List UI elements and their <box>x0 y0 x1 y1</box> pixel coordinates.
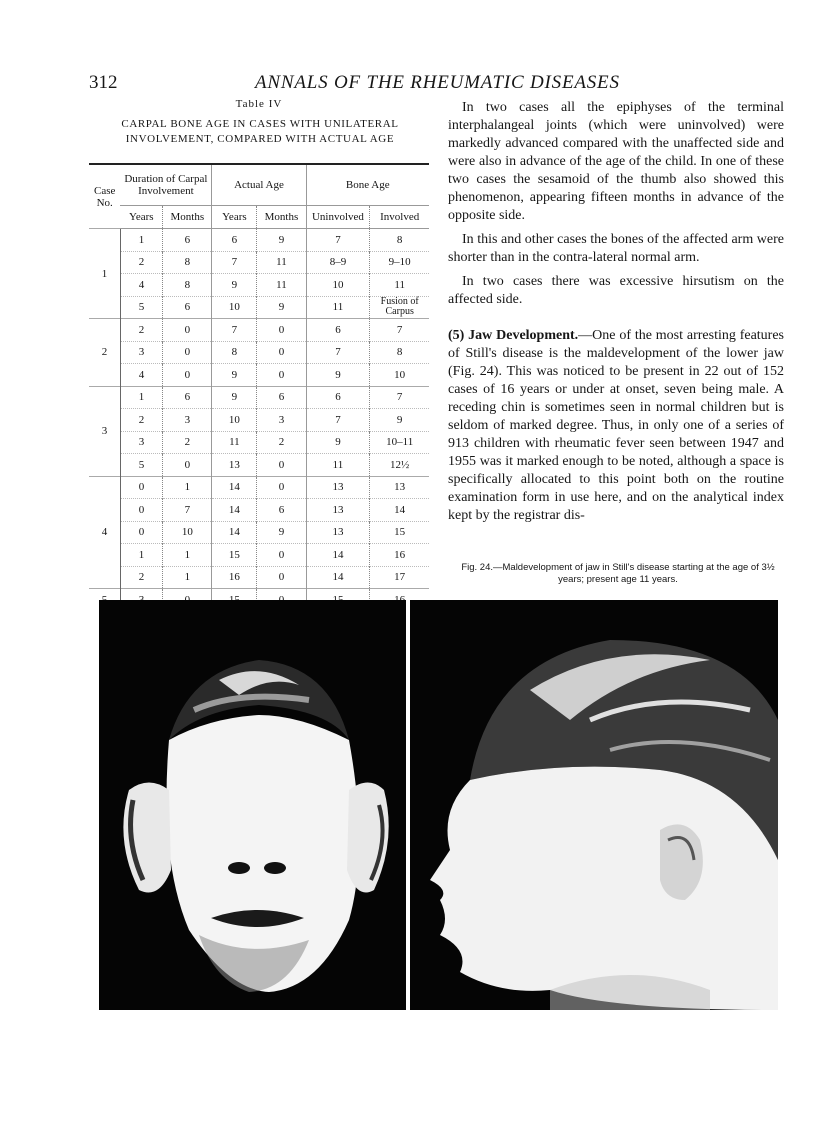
bone-age-involved: 10–11 <box>370 431 429 454</box>
bone-age-uninvolved: 11 <box>306 296 370 319</box>
table-row <box>89 499 429 522</box>
duration-years: 1 <box>120 544 162 567</box>
bone-age-involved: 10 <box>370 364 429 387</box>
table-row <box>89 319 429 342</box>
actual-months: 6 <box>257 499 306 522</box>
header-actual-years: Years <box>212 206 257 229</box>
bone-age-involved: Fusion of Carpus <box>370 296 429 319</box>
table-row <box>89 544 429 567</box>
actual-years: 10 <box>212 296 257 319</box>
duration-years: 2 <box>120 409 162 432</box>
duration-years: 4 <box>120 364 162 387</box>
bone-age-involved: 8 <box>370 229 429 252</box>
header-involved: Involved <box>370 206 429 229</box>
bone-age-involved: 16 <box>370 544 429 567</box>
figure-caption: Fig. 24.—Maldevelopment of jaw in Still's disease starting at the age of 3½ years; present age 11 years. <box>461 562 775 585</box>
duration-years: 2 <box>120 319 162 342</box>
table-row <box>89 274 429 297</box>
journal-title: ANNALS OF THE RHEUMATIC DISEASES <box>255 72 620 93</box>
header-duration-months: Months <box>163 206 212 229</box>
actual-years: 15 <box>212 544 257 567</box>
actual-years: 9 <box>212 386 257 409</box>
header-actual-months: Months <box>257 206 306 229</box>
duration-months: 2 <box>163 431 212 454</box>
table-row <box>89 521 429 544</box>
table-row <box>89 476 429 499</box>
case-number: 3 <box>89 386 120 476</box>
bone-age-uninvolved: 8–9 <box>306 251 370 274</box>
bone-age-uninvolved: 11 <box>306 454 370 477</box>
duration-years: 5 <box>120 296 162 319</box>
bone-age-involved: 7 <box>370 319 429 342</box>
duration-months: 6 <box>163 296 212 319</box>
actual-months: 0 <box>257 454 306 477</box>
table-caption: CARPAL BONE AGE IN CASES WITH UNILATERAL INVOLVEMENT, COMPARED WITH ACTUAL AGE <box>121 118 399 145</box>
bone-age-involved: 9–10 <box>370 251 429 274</box>
header-uninvolved: Uninvolved <box>306 206 370 229</box>
body-text <box>448 99 784 531</box>
table-row <box>89 409 429 432</box>
header-duration: Duration of Carpal Involvement <box>120 164 212 206</box>
table-row <box>89 431 429 454</box>
actual-months: 6 <box>257 386 306 409</box>
actual-months: 11 <box>257 251 306 274</box>
case-number: 2 <box>89 319 120 387</box>
duration-years: 3 <box>120 341 162 364</box>
duration-years: 5 <box>120 454 162 477</box>
duration-months: 0 <box>163 364 212 387</box>
header-case-no: Case No. <box>93 184 116 209</box>
duration-months: 6 <box>163 386 212 409</box>
bone-age-involved: 15 <box>370 521 429 544</box>
actual-years: 16 <box>212 566 257 589</box>
actual-months: 0 <box>257 364 306 387</box>
duration-months: 8 <box>163 274 212 297</box>
table-row <box>89 251 429 274</box>
actual-years: 14 <box>212 521 257 544</box>
bone-age-involved: 8 <box>370 341 429 364</box>
actual-months: 0 <box>257 341 306 364</box>
photo-profile-view <box>410 600 778 1010</box>
bone-age-uninvolved: 10 <box>306 274 370 297</box>
duration-months: 3 <box>163 409 212 432</box>
header-duration-years: Years <box>120 206 162 229</box>
bone-age-involved: 9 <box>370 409 429 432</box>
paragraph: In two cases there was excessive hirsutism on the affected side. <box>448 274 784 307</box>
actual-years: 13 <box>212 454 257 477</box>
table-body <box>89 229 429 611</box>
bone-age-uninvolved: 14 <box>306 566 370 589</box>
paragraph: In two cases all the epiphyses of the terminal interphalangeal joints (which were uninvolved) were markedly advanced compared with the unaffected side and were also in advance of the age of the child. In one of these two cases the sesamoid of the thumb also showed this phenomenon, appearing fifteen months in advance of the opposite side. <box>448 100 784 223</box>
actual-months: 2 <box>257 431 306 454</box>
bone-age-involved: 7 <box>370 386 429 409</box>
actual-years: 14 <box>212 499 257 522</box>
actual-months: 11 <box>257 274 306 297</box>
duration-months: 0 <box>163 454 212 477</box>
bone-age-uninvolved: 6 <box>306 386 370 409</box>
table-label: Table IV <box>235 98 283 110</box>
jaw-development-paragraph <box>448 327 784 525</box>
actual-months: 3 <box>257 409 306 432</box>
duration-months: 1 <box>163 476 212 499</box>
case-number: 1 <box>89 229 120 319</box>
bone-age-uninvolved: 14 <box>306 544 370 567</box>
section-text: —One of the most arresting features of Still's disease is the maldevelopment of the lower jaw (Fig. 24). This was noticed to be present in 22 out of 152 cases of 16 years or under at onset, seven being male. A receding chin is sometimes seen in normal children but is seldom of marked degree. Thus, in only one of a series of 913 children with rheumatic fever seen between 1947 and 1955 was it marked enough to be noted, although a space is specifically allocated to this point both on the routine examination form in use here, and on the analytical index kept by the registrar dis- <box>448 328 784 523</box>
actual-years: 14 <box>212 476 257 499</box>
bone-age-involved: 11 <box>370 274 429 297</box>
bone-age-uninvolved: 6 <box>306 319 370 342</box>
bone-age-involved: 12½ <box>370 454 429 477</box>
actual-months: 9 <box>257 229 306 252</box>
actual-months: 9 <box>257 296 306 319</box>
duration-years: 1 <box>120 229 162 252</box>
actual-months: 9 <box>257 521 306 544</box>
bone-age-involved: 13 <box>370 476 429 499</box>
actual-years: 11 <box>212 431 257 454</box>
duration-months: 6 <box>163 229 212 252</box>
table-row <box>89 454 429 477</box>
table-row <box>89 364 429 387</box>
duration-months: 10 <box>163 521 212 544</box>
actual-years: 6 <box>212 229 257 252</box>
table-row <box>89 296 429 319</box>
duration-years: 4 <box>120 274 162 297</box>
actual-months: 0 <box>257 544 306 567</box>
table-row <box>89 341 429 364</box>
actual-years: 9 <box>212 364 257 387</box>
duration-months: 0 <box>163 341 212 364</box>
duration-years: 0 <box>120 476 162 499</box>
photo-front-view <box>99 600 406 1010</box>
bone-age-uninvolved: 7 <box>306 229 370 252</box>
duration-months: 7 <box>163 499 212 522</box>
page-number: 312 <box>89 72 118 93</box>
bone-age-uninvolved: 13 <box>306 499 370 522</box>
bone-age-uninvolved: 7 <box>306 409 370 432</box>
table-row <box>89 386 429 409</box>
bone-age-uninvolved: 9 <box>306 431 370 454</box>
case-number: 4 <box>89 476 120 589</box>
section-heading: (5) Jaw Development. <box>448 328 579 343</box>
duration-years: 0 <box>120 499 162 522</box>
duration-months: 0 <box>163 319 212 342</box>
header-actual-age: Actual Age <box>212 164 306 206</box>
bone-age-uninvolved: 7 <box>306 341 370 364</box>
duration-years: 0 <box>120 521 162 544</box>
header-bone-age: Bone Age <box>345 179 390 191</box>
actual-months: 0 <box>257 476 306 499</box>
duration-months: 8 <box>163 251 212 274</box>
actual-years: 7 <box>212 251 257 274</box>
paragraph: In this and other cases the bones of the affected arm were shorter than in the contra-lateral normal arm. <box>448 232 784 265</box>
actual-months: 0 <box>257 566 306 589</box>
duration-years: 1 <box>120 386 162 409</box>
bone-age-uninvolved: 13 <box>306 521 370 544</box>
duration-years: 2 <box>120 251 162 274</box>
actual-years: 7 <box>212 319 257 342</box>
duration-months: 1 <box>163 544 212 567</box>
table-row <box>89 566 429 589</box>
actual-years: 9 <box>212 274 257 297</box>
duration-months: 1 <box>163 566 212 589</box>
duration-years: 3 <box>120 431 162 454</box>
bone-age-table <box>89 163 429 611</box>
bone-age-involved: 14 <box>370 499 429 522</box>
bone-age-uninvolved: 13 <box>306 476 370 499</box>
bone-age-involved: 17 <box>370 566 429 589</box>
actual-months: 0 <box>257 319 306 342</box>
bone-age-uninvolved: 9 <box>306 364 370 387</box>
duration-years: 2 <box>120 566 162 589</box>
actual-years: 8 <box>212 341 257 364</box>
actual-years: 10 <box>212 409 257 432</box>
table-row <box>89 229 429 252</box>
